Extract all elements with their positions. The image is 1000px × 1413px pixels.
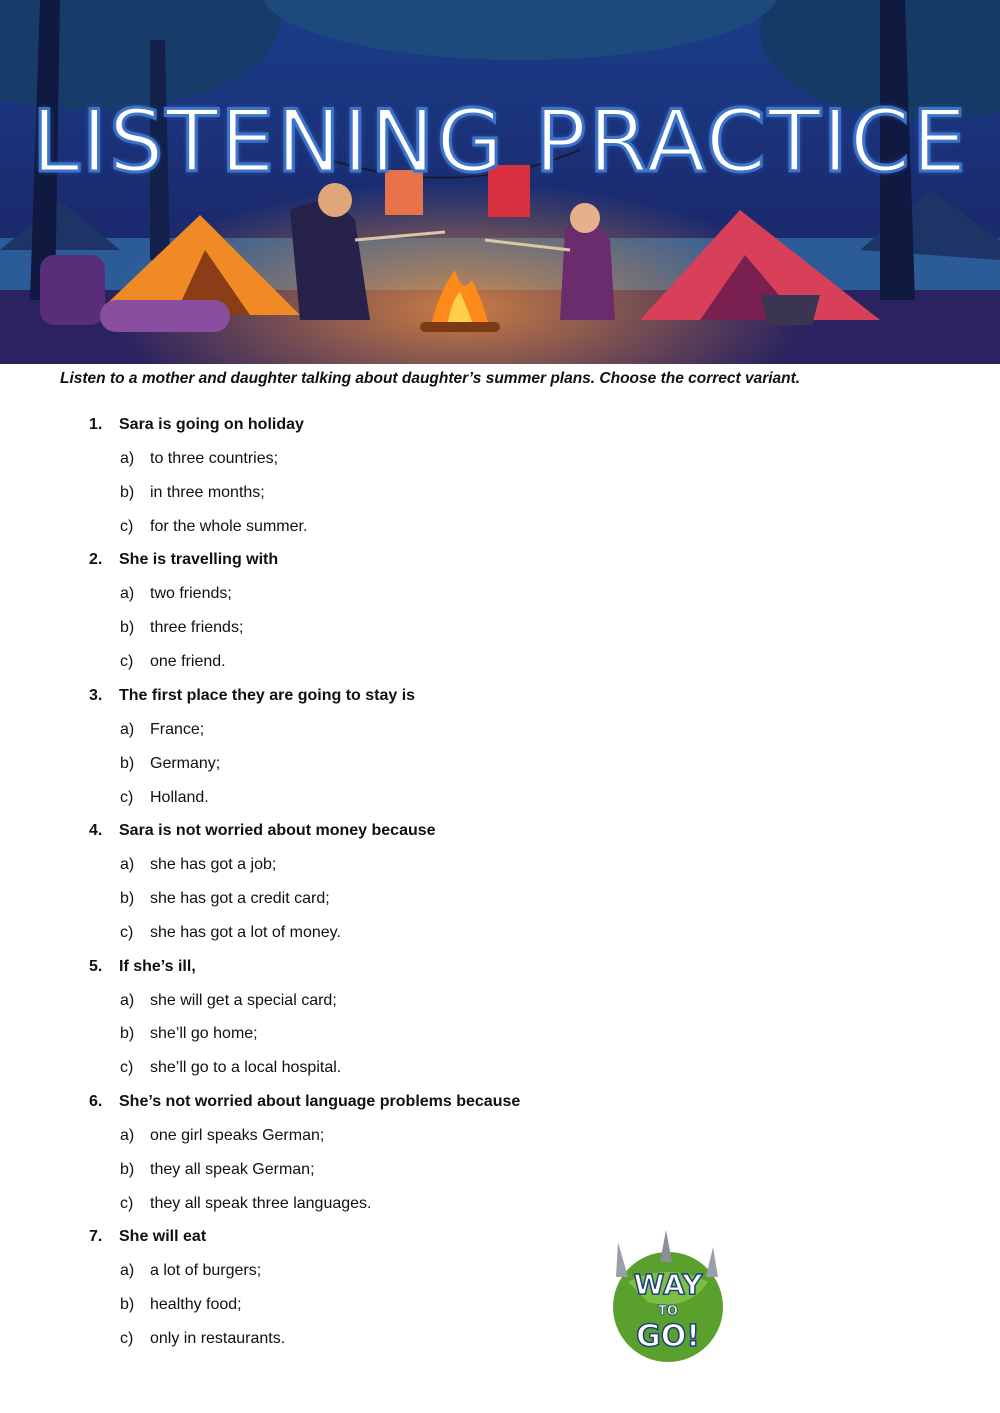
option-letter: c)	[120, 1194, 134, 1212]
question-text: She is travelling with	[119, 551, 279, 569]
answer-option[interactable]	[120, 890, 330, 908]
option-letter: c)	[120, 653, 134, 671]
option-letter: a)	[120, 720, 135, 738]
option-letter: c)	[120, 1330, 134, 1348]
option-text: in three months;	[150, 483, 265, 501]
option-text: only in restaurants.	[150, 1330, 286, 1348]
question-number: 3.	[89, 686, 103, 704]
option-text: she has got a job;	[150, 856, 277, 874]
option-text: she’ll go to a local hospital.	[150, 1059, 342, 1077]
question-number: 6.	[89, 1093, 103, 1110]
option-letter: b)	[120, 1160, 135, 1178]
question-number: 7.	[89, 1228, 103, 1246]
option-text: two friends;	[150, 585, 232, 603]
option-text: Germany;	[150, 754, 221, 772]
option-text: one friend.	[150, 653, 226, 671]
option-letter: a)	[120, 585, 135, 603]
instructions-text: Listen to a mother and daughter talking about daughter’s summer plans. Choose the correct variant.	[60, 370, 801, 387]
page-title: LISTENING PRACTICE	[31, 92, 969, 192]
option-letter: a)	[120, 991, 135, 1009]
answer-option[interactable]	[120, 518, 307, 536]
option-letter: a)	[120, 449, 135, 467]
question-number: 2.	[89, 551, 103, 569]
answer-option[interactable]	[120, 1025, 258, 1043]
answer-option[interactable]	[120, 1161, 315, 1179]
question-text: She’s not worried about language problems because	[119, 1093, 521, 1110]
hero-banner	[0, 0, 1000, 364]
question-text: The first place they are going to stay is	[119, 686, 416, 704]
option-letter: b)	[120, 1296, 135, 1314]
answer-option[interactable]	[120, 585, 232, 603]
question-text: She will eat	[119, 1228, 207, 1246]
option-text: for the whole summer.	[150, 517, 308, 535]
answer-option[interactable]	[120, 1262, 261, 1280]
answer-option[interactable]	[120, 450, 278, 468]
answer-option[interactable]	[120, 1195, 371, 1213]
answer-option[interactable]	[120, 619, 243, 637]
answer-option[interactable]	[120, 924, 341, 942]
option-letter: a)	[120, 856, 135, 874]
answer-option[interactable]	[120, 1330, 285, 1348]
option-letter: b)	[120, 619, 135, 637]
option-letter: b)	[120, 754, 135, 772]
option-text: she will get a special card;	[150, 991, 337, 1009]
logo-line-2: TO	[658, 1304, 678, 1319]
question-stem	[89, 822, 436, 840]
option-letter: a)	[120, 1126, 135, 1144]
option-letter: b)	[120, 483, 135, 501]
question-number: 4.	[89, 822, 103, 840]
question-number: 5.	[89, 957, 103, 975]
option-text: a lot of burgers;	[150, 1262, 262, 1280]
question-stem	[89, 958, 196, 976]
answer-option[interactable]	[120, 721, 204, 739]
option-letter: a)	[120, 1262, 135, 1280]
question-number: 1.	[89, 416, 103, 433]
option-letter: c)	[120, 517, 134, 535]
option-text: Holland.	[150, 788, 209, 806]
question-stem	[89, 551, 278, 569]
question-stem	[89, 687, 415, 705]
answer-option[interactable]	[120, 484, 265, 502]
option-letter: c)	[120, 1059, 134, 1077]
question-text: If she’s ill,	[119, 957, 196, 975]
answer-option[interactable]	[120, 653, 226, 671]
answer-option[interactable]	[120, 789, 209, 807]
option-text: one girl speaks German;	[150, 1126, 325, 1144]
answer-option[interactable]	[120, 1059, 341, 1077]
option-text: to three countries;	[150, 449, 279, 467]
answer-option[interactable]	[120, 755, 220, 773]
logo-line-3: GO!	[636, 1319, 700, 1354]
question-stem	[89, 1228, 206, 1246]
answer-option[interactable]	[120, 1127, 324, 1145]
question-text: Sara is not worried about money because	[119, 822, 436, 840]
globe-logo-icon	[588, 1222, 748, 1372]
option-letter: b)	[120, 890, 135, 907]
option-letter: c)	[120, 923, 134, 941]
option-text: they all speak three languages.	[150, 1194, 372, 1212]
option-letter: b)	[120, 1025, 135, 1043]
option-text: three friends;	[150, 619, 244, 637]
option-text: they all speak German;	[150, 1160, 315, 1178]
question-stem	[89, 1093, 520, 1111]
option-text: she’ll go home;	[150, 1025, 258, 1043]
question-text: Sara is going on holiday	[119, 416, 304, 433]
option-text: France;	[150, 720, 205, 738]
answer-option[interactable]	[120, 1296, 242, 1314]
option-letter: c)	[120, 788, 134, 806]
option-text: she has got a lot of money.	[150, 923, 341, 941]
answer-option[interactable]	[120, 856, 276, 874]
logo-line-1: WAY	[633, 1268, 703, 1301]
question-stem	[89, 416, 304, 434]
option-text: she has got a credit card;	[150, 890, 330, 907]
answer-option[interactable]	[120, 992, 337, 1010]
option-text: healthy food;	[150, 1296, 242, 1314]
